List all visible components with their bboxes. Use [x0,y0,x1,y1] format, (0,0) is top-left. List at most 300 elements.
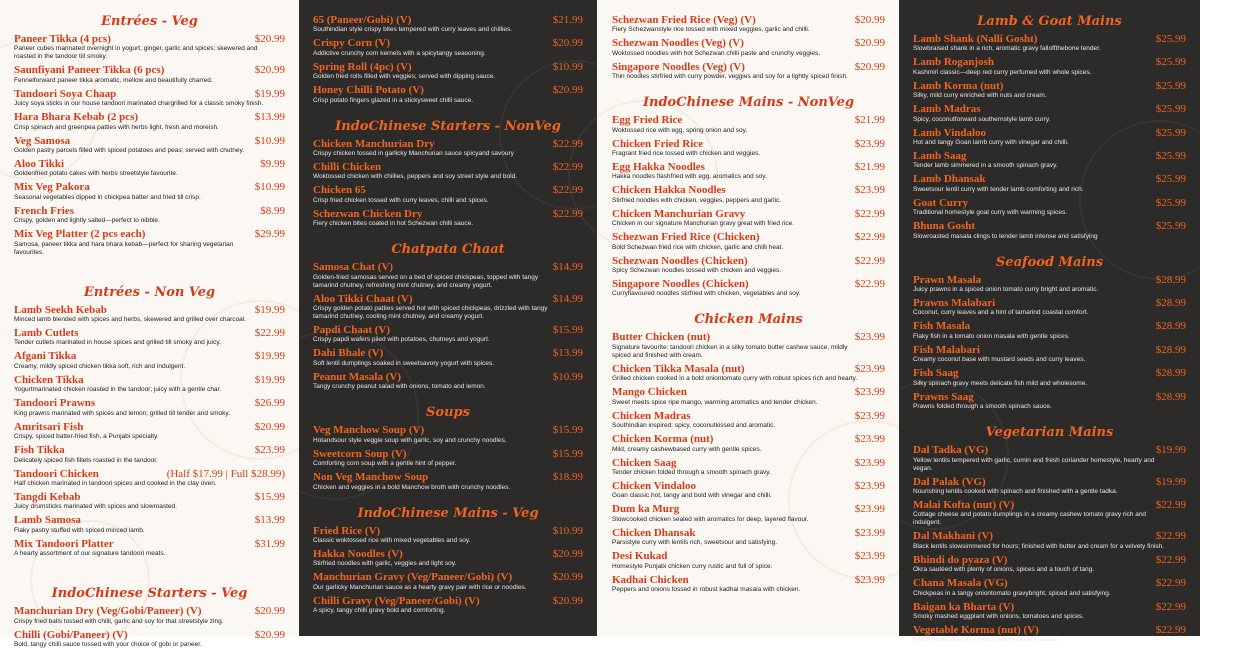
menu-item-name: Lamb Saag [913,150,967,163]
menu-item-price: $8.99 [260,204,285,217]
menu-item-name: Schezwan Noodles (Veg) (V) [612,37,744,50]
menu-item-name: Chicken Korma (nut) [612,433,714,446]
menu-item-header [313,525,583,537]
menu-item-price: $20.99 [254,64,285,77]
menu-item-description: Golden pastry parcels filled with spiced potatoes and peas; served with chutney. [14,147,245,155]
menu-item-price: $22.99 [552,184,583,197]
menu-item [313,448,583,468]
menu-item [913,624,1186,644]
menu-item [612,255,885,275]
menu-item-price: $15.99 [552,447,583,460]
menu-item-header [313,571,583,583]
menu-item-price: $21.99 [552,14,583,26]
menu-item-price: $23.99 [854,386,885,399]
menu-item-name: 65 (Paneer/Gobi) (V) [313,14,412,26]
menu-item-header [913,530,1186,542]
menu-item-name: Paneer Tikka (4 pcs) [14,33,111,45]
menu-item-description: Juicy prawns in a spiced onion tomato curry bright and aromatic. [913,286,1099,294]
menu-item-description: Creamy, mildly spiced chicken tikka soft, rich and indulgent. [14,362,186,370]
menu-item-price: $25.99 [1155,173,1186,186]
menu-item [313,261,583,289]
menu-item-price: $23.99 [854,362,885,375]
menu-item-price: (Half $17.99 | Full $28.99) [166,467,285,480]
menu-item-header [14,350,285,362]
menu-item-header [612,574,885,586]
menu-item-price: $14.99 [552,292,583,305]
menu-item [14,397,285,417]
menu-item-description: Crisp fried chicken tossed with curry leaves, chilli and spices. [313,196,489,204]
menu-item-header [612,363,885,375]
menu-item [612,457,885,477]
section-title: IndoChinese Mains - Veg [357,505,539,521]
menu-item-header [612,37,885,49]
menu-item-header [14,374,285,386]
menu-item-price: $20.99 [254,420,285,433]
menu-item-name: Egg Hakka Noodles [612,161,705,174]
menu-item-header [313,208,583,220]
menu-item-name: Lamb Dhansak [913,173,986,186]
menu-section-seafood-mains [913,255,1186,411]
menu-item [14,538,285,558]
menu-item-description: Sweet meets spice ripe mango, warming aromatics and tender chicken. [612,398,818,406]
menu-item-name: Crispy Corn (V) [313,37,390,50]
menu-item-price: $19.99 [254,350,285,363]
section-title: Lamb & Goat Mains [977,14,1122,29]
menu-item [14,228,285,256]
menu-item-price: $15.99 [552,424,583,437]
menu-item-price: $26.99 [254,397,285,410]
menu-item-name: Amritsari Fish [14,420,84,433]
menu-item-header [313,595,583,607]
menu-item-header [913,220,1186,232]
menu-item [612,527,885,547]
menu-item-description: Crispy, spiced batter-fried fish, a Punjabi specialty. [14,433,159,441]
menu-item-description: Juicy soya sticks in our house tandoori marinated chargrilled for a classic smoky finish. [14,100,264,108]
menu-item [612,410,885,430]
menu-item-name: Hakka Noodles (V) [313,547,403,560]
menu-item-price: $20.99 [254,605,285,618]
menu-item-price: $19.99 [1155,444,1186,457]
menu-item-header [14,64,285,76]
menu-item-name: Singapore Noodles (Chicken) [612,278,749,291]
menu-item-name: Dal Makhani (V) [913,530,994,543]
menu-item-header [14,135,285,147]
section-title: Entrées - Non Veg [83,284,216,300]
menu-item-name: French Fries [14,204,74,217]
menu-item-price: $28.99 [1155,320,1186,333]
menu-item-name: Chana Masala (VG) [913,577,1008,590]
menu-item-name: Chicken Dhansak [612,526,696,539]
menu-item-price: $20.99 [552,37,583,50]
menu-item [612,37,885,57]
menu-item-name: Baigan ka Bharta (V) [913,600,1015,613]
menu-item-name: Sweetcorn Soup (V) [313,447,407,460]
menu-item-name: Non Veg Manchow Soup [313,471,429,484]
menu-item-price: $22.99 [854,254,885,267]
menu-item-name: Goat Curry [913,196,969,209]
menu-item-header [913,197,1186,209]
menu-item [313,371,583,391]
section-title: Vegetarian Mains [985,425,1114,441]
menu-item-header [14,158,285,170]
menu-item-name: Spring Roll (4pc) (V) [313,60,412,73]
menu-item [14,605,285,625]
menu-item-name: Prawn Masala [913,273,982,286]
menu-section-continued-1 [313,14,583,105]
menu-item-name: Lamb Vindaloo [913,126,987,139]
menu-item-header [612,550,885,562]
menu-item [313,138,583,158]
menu-item-name: Tandoori Chicken [14,467,99,480]
menu-item-price: $23.99 [854,573,885,586]
menu-item-name: Papdi Chaat (V) [313,324,391,337]
menu-item-price: $23.99 [854,503,885,516]
menu-item-price: $20.99 [854,14,885,26]
menu-item-price: $25.99 [1155,56,1186,69]
menu-item [14,64,285,84]
menu-item-name: Chicken Tikka [14,373,84,386]
menu-item-price: $21.99 [854,114,885,127]
menu-item-description: Slowcooked chicken sealed with aromatics for deep, layered flavour. [612,515,809,523]
menu-item-name: Fish Malabari [913,343,980,356]
section-title: Chatpata Chaat [391,242,505,258]
menu-item-description: Woktossed chicken with chillies, peppers and soy street style and bold. [313,173,518,181]
menu-item-header [913,150,1186,162]
menu-item-name: Aloo Tikki Chaat (V) [313,292,413,305]
menu-item-name: Chicken 65 [313,184,366,197]
menu-item-price: $10.99 [552,524,583,537]
menu-item-name: Desi Kukad [612,550,668,563]
menu-item-price: $28.99 [1155,390,1186,403]
menu-item-name: Mix Tandoori Platter [14,537,114,550]
menu-item-price: $10.99 [552,60,583,73]
menu-item [313,424,583,444]
menu-column-3 [598,0,899,636]
menu-item-description: Cottage cheese and potato dumplings in a creamy cashew tomato gravy rich and indulgent. [913,511,1147,527]
menu-item-header [612,410,885,422]
menu-item-description: Addictive crunchy corn kernels with a spicytangy seasoning. [313,49,486,57]
menu-item-price: $20.99 [854,37,885,50]
menu-item [14,327,285,347]
menu-item-description: Hakka noodles flashfried with egg, aromatics and soy. [612,173,767,181]
menu-item-name: Aloo Tikki [14,158,65,171]
menu-item-price: $28.99 [1155,367,1186,380]
menu-item-description: Stirfried noodles with chicken, veggies, peppers and garlic. [612,196,782,204]
menu-item-price: $14.99 [552,261,583,274]
menu-section-indochinese-starters-veg [14,586,285,649]
menu-item-header [14,304,285,316]
menu-item-header [913,444,1186,456]
menu-item-description: Silky spinach gravy meets delicate fish mild and wholesome. [913,379,1088,387]
menu-item-price: $22.99 [1155,553,1186,566]
menu-item-description: Mild, creamy cashewbased curry with gentle spices. [612,445,762,453]
menu-item-description: Tangy crunchy peanut salad with onions, tomato and lemon. [313,383,486,391]
menu-item [612,550,885,570]
menu-item [313,84,583,104]
menu-item-description: Yogurtmarinated chicken roasted in the tandoor; juicy with a gentle char. [14,386,222,394]
menu-item-header [612,503,885,515]
menu-item-description: Tender lamb simmered in a smooth spinach gravy. [913,162,1058,170]
menu-item-price: $10.99 [552,370,583,383]
menu-item-price: $20.99 [552,571,583,584]
menu-item-description: Classic woktossed rice with mixed vegetables and soy. [313,536,471,544]
menu-item [612,331,885,359]
menu-item-description: Woktossed rice with egg, spring onion and soy. [612,126,748,134]
menu-item-description: Samosa, paneer tikka and hara bhara kebab—perfect for sharing vegetarian favourites. [14,240,234,256]
menu-item-price: $19.99 [1155,475,1186,488]
menu-item-price: $23.99 [854,433,885,446]
section-title: IndoChinese Starters - Veg [51,586,248,602]
section-title: IndoChinese Starters - NonVeg [335,118,561,134]
menu-item [14,444,285,464]
menu-item-name: Kadhai Chicken [612,573,689,586]
menu-item-header [313,138,583,150]
menu-item-description: Silky, mild curry enriched with nuts and cream. [913,92,1047,100]
menu-item-description: Stirfried noodles with garlic, veggies and light soy. [313,560,457,568]
menu-item-price: $22.99 [1155,577,1186,590]
menu-item-description: Golden-fried samosas served on a bed of spiced chickpeas, topped with tangy tamarind chutney, refreshing mint chutney, and creamy yogurt. [313,273,539,289]
menu-item [612,61,885,81]
menu-item-name: Chicken Fried Rice [612,137,704,150]
menu-item-price: $25.99 [1155,196,1186,209]
menu-item-header [913,173,1186,185]
menu-item-price: $20.99 [552,594,583,607]
menu-item [913,173,1186,193]
menu-item-description: Seasonal vegetables dipped in chickpea batter and fried till crisp. [14,193,201,201]
menu-item [913,103,1186,123]
menu-item-price: $22.99 [854,207,885,220]
menu-item-header [612,208,885,220]
menu-item-header [313,37,583,49]
menu-section-indochinese-starters-nonveg [313,119,583,229]
menu-item [14,33,285,61]
menu-item-name: Lamb Samosa [14,514,81,527]
menu-item [612,184,885,204]
menu-item-name: Lamb Roganjosh [913,56,994,69]
menu-column-4 [899,0,1200,644]
menu-item-header [14,88,285,100]
menu-item-name: Butter Chicken (nut) [612,331,711,344]
menu-item [913,391,1186,411]
menu-item-header [913,297,1186,309]
menu-item [612,208,885,228]
menu-item-header [14,228,285,240]
menu-item [913,220,1186,240]
menu-item [612,114,885,134]
menu-item-description: Woktossed noodles with hot Schezwan chilli paste and crunchy veggies. [612,49,820,57]
menu-item-description: Southindian style crispy bites tempered with curry leaves and chillies. [313,26,513,34]
menu-item-price: $22.99 [1155,530,1186,543]
menu-item-name: Tangdi Kebab [14,490,81,503]
menu-item-name: Dahi Bhale (V) [313,347,384,360]
menu-item-header [313,548,583,560]
menu-item-description: Crispy chicken tossed in garlicky Manchurian sauce spicyand savoury [313,150,514,158]
menu-item-description: Paneer cubes marinated overnight in yogurt, ginger, garlic and spices; skewered and roasted in the tandoor till smoky. [14,45,258,61]
menu-item [612,480,885,500]
menu-item-price: $10.99 [254,134,285,147]
menu-item-description: Bold, tangy chilli sauce tossed with your choice of gobi or paneer. [14,640,202,648]
menu-item-price: $13.99 [254,111,285,124]
menu-item-header [313,448,583,460]
menu-item-header [913,274,1186,286]
menu-item-name: Schezwan Fried Rice (Chicken) [612,231,760,244]
section-title: Entrées - Veg [101,14,198,29]
menu-section-soups [313,405,583,491]
menu-item-name: Prawns Saag [913,390,974,403]
menu-item [14,135,285,155]
menu-item [612,278,885,298]
menu-item [913,530,1186,550]
menu-item-name: Dum ka Murg [612,503,680,516]
menu-item [913,274,1186,294]
menu-item-price: $25.99 [1155,150,1186,163]
menu-item-header [612,386,885,398]
menu-item-description: Soft lentil dumplings soaked in sweetsavory yogurt with spices. [313,359,495,367]
menu-item-name: Peanut Masala (V) [313,370,401,383]
menu-item [14,158,285,178]
menu-section-indochinese-mains-veg [313,506,583,616]
menu-item [612,386,885,406]
menu-item-name: Mix Veg Platter (2 pcs each) [14,228,146,241]
menu-item-name: Mango Chicken [612,386,687,399]
menu-item [913,367,1186,387]
menu-item-description: A hearty assortment of our signature tandoori meats. [14,550,166,558]
menu-item-description: Homestyle Punjabi chicken curry rustic and full of spice. [612,562,773,570]
menu-item-name: Manchurian Dry (Veg/Gobi/Paneer) (V) [14,605,202,618]
menu-item-header [14,421,285,433]
menu-item-description: Chicken and veggies in a bold Manchow broth with crunchy noodles. [313,483,511,491]
menu-item-description: Fragrant fried rice tossed with chicken and veggies. [612,150,761,158]
menu-item-header [14,514,285,526]
menu-item-price: $15.99 [254,490,285,503]
menu-item-header [612,255,885,267]
menu-item-description: Mixed vegetables in a mild, creamy cashew sauce. [913,636,1060,644]
menu-section-chicken-mains [612,312,885,593]
menu-item-name: Chicken Madras [612,409,691,422]
menu-item [14,88,285,108]
menu-item-name: Saunfiyani Paneer Tikka (6 pcs) [14,64,165,77]
menu-item-header [612,161,885,173]
menu-item [913,344,1186,364]
menu-item-header [913,554,1186,566]
menu-item-price: $22.99 [1155,600,1186,613]
menu-item-price: $25.99 [1155,103,1186,116]
menu-item-description: Smoky mashed eggplant with onions, tomatoes and spices. [913,612,1084,620]
menu-item-description: Crisp spinach and greenpea patties with herbs light, fresh and moreish. [14,123,219,131]
menu-section-indochinese-mains-nonveg [612,95,885,298]
menu-item-name: Fish Tikka [14,444,65,457]
menu-item-price: $25.99 [1155,126,1186,139]
menu-item-name: Chicken Vindaloo [612,479,697,492]
menu-item [913,33,1186,53]
menu-item [612,161,885,181]
menu-item [612,363,885,383]
menu-item [14,629,285,649]
menu-item-header [612,433,885,445]
menu-item-price: $21.99 [854,161,885,174]
menu-item [913,297,1186,317]
menu-item-description: Crispy papdi wafers piled with potatoes, chutneys and yogurt. [313,336,490,344]
menu-item [14,304,285,324]
menu-item-description: Slowroasted masala clings to tender lamb intense and satisfying [913,232,1098,240]
menu-item-description: Crispy, golden and lightly salted—perfect to nibble. [14,217,160,225]
menu-item-name: Hara Bhara Kebab (2 pcs) [14,111,139,124]
menu-item-description: Parsistyle curry with lentils rich, sweetsour and satisfying. [612,539,778,547]
menu-item [913,127,1186,147]
menu-item-name: Afgani Tikka [14,350,77,363]
menu-item-header [14,205,285,217]
menu-item-description: Comforting corn soup with a gentle hint of pepper. [313,460,457,468]
menu-item-description: Spicy Schezwan noodles tossed with chicken and veggies. [612,267,782,275]
menu-item-price: $18.99 [552,471,583,484]
section-title: Seafood Mains [995,254,1104,270]
menu-item-price: $20.99 [254,628,285,641]
menu-item-header [913,344,1186,356]
menu-item [913,554,1186,574]
menu-item-header [612,527,885,539]
menu-item-price: $29.99 [254,228,285,241]
menu-item-price: $15.99 [552,324,583,337]
menu-item-description: Our garlicky Manchurian sauce as a hearty gravy pair with rice or noodles. [313,583,527,591]
menu-item-price: $13.99 [254,514,285,527]
menu-item-price: $23.99 [854,331,885,344]
menu-item-name: Chilli Gravy (Veg/Paneer/Gobi) (V) [313,594,480,607]
menu-item-price: $31.99 [254,537,285,550]
menu-item-header [913,624,1186,636]
menu-item [14,514,285,534]
menu-section-entr-es-veg [14,14,285,257]
menu-item-description: Signature favourite: tandoori chicken in a silky tomato butter cashew sauce, mildly spiced and finished with cream. [612,343,848,359]
menu-item-name: Lamb Cutlets [14,327,79,340]
menu-item [14,421,285,441]
menu-item-header [313,261,583,273]
menu-item-price: $22.99 [1155,623,1186,636]
menu-item-price: $23.99 [854,526,885,539]
menu-item-price: $25.99 [1155,33,1186,45]
menu-item [913,80,1186,100]
menu-column-1 [0,0,299,648]
menu-item [14,111,285,131]
menu-item-description: King prawns marinated with spices and lemon; grilled till tender and smoky. [14,409,230,417]
menu-item-price: $23.99 [854,456,885,469]
menu-item-price: $28.99 [1155,297,1186,310]
menu-item-price: $23.99 [854,184,885,197]
menu-item-name: Lamb Shank (Nalli Gosht) [913,33,1038,45]
menu-item-header [612,114,885,126]
menu-item-name: Dal Tadka (VG) [913,444,989,457]
menu-item [913,320,1186,340]
menu-item [313,161,583,181]
menu-section-continued-2 [612,14,885,81]
menu-item [913,197,1186,217]
menu-item [313,347,583,367]
menu-item-header [14,181,285,193]
menu-item-description: Sweetsour lentil curry with tender lamb comforting and rich. [913,185,1084,193]
menu-item-description: Nourishing lentils cooked with spinach and finished with a gentle tadka. [913,487,1118,495]
menu-item-header [612,457,885,469]
menu-item-header [14,605,285,617]
menu-item-price: $25.99 [1155,79,1186,92]
menu-item-description: Coconut, curry leaves and a hint of tamarind coastal comfort. [913,309,1089,317]
menu-item [14,468,285,488]
menu-item-description: A spicy, tangy chilli gravy bold and comforting. [313,607,446,615]
menu-item-price: $22.99 [854,278,885,291]
menu-item-price: $22.99 [854,231,885,244]
menu-item-name: Manchurian Gravy (Veg/Paneer/Gobi) (V) [313,571,513,584]
menu-item-header [14,327,285,339]
menu-item-name: Schezwan Chicken Dry [313,207,423,220]
menu-item-name: Mix Veg Pakora [14,181,90,194]
